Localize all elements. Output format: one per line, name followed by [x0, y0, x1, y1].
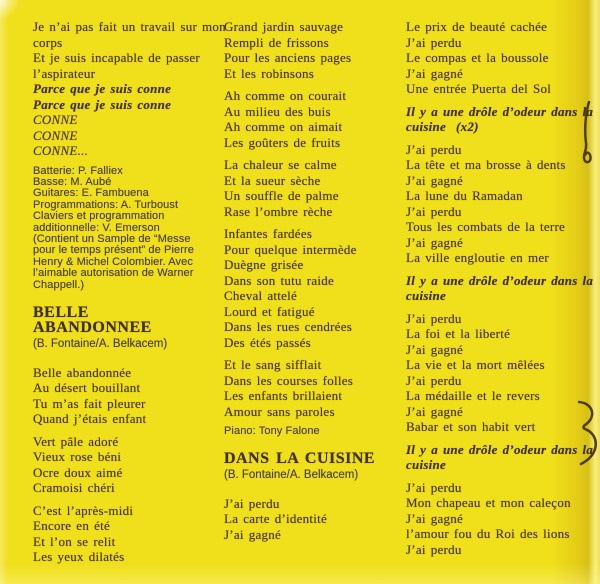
lyric-line: Pour les anciens pages: [224, 50, 352, 65]
lyric-line: J’ai perdu: [406, 541, 462, 557]
songwriter-credit-line: (B. Fontaine/A. Belkacem): [224, 468, 359, 481]
refrain-line: Il y a une drôle d’odeur dans la: [406, 103, 594, 119]
stanza: [406, 480, 596, 558]
lyric-line: CONNE: [33, 127, 78, 143]
stanza: [406, 311, 596, 435]
lyric-line: Les goûters de fruits: [224, 134, 341, 150]
stanza: [33, 434, 217, 496]
lyric-line: Lourd et fatigué: [224, 303, 315, 319]
lyric-line: Et l’on se relit: [33, 533, 116, 549]
lyric-line: Dans les courses folles: [224, 372, 354, 388]
musician-credits: [33, 166, 217, 291]
credit-line: Batterie: P. Falliex: [33, 164, 123, 177]
lyric-line: Dans son tutu raide: [224, 272, 334, 288]
lyric-line: Ah comme on aimait: [224, 119, 343, 134]
staple-icon: [574, 398, 600, 470]
lyric-line: J’ai perdu: [406, 34, 462, 50]
lyric-line: CONNE...: [33, 143, 89, 158]
lyric-line: J’ai gagné: [406, 510, 464, 526]
staple-icon: [576, 101, 598, 171]
credit-line: Claviers et programmation: [33, 210, 165, 223]
stanza: [33, 365, 217, 427]
lyric-line: J’ai gagné: [406, 403, 464, 419]
lyric-line: Je n’ai pas fait un travail sur mon: [33, 19, 226, 34]
lyric-line: l’amour fou du Roi des lions: [406, 526, 570, 541]
lyric-line: CONNE: [33, 112, 78, 127]
lyric-line: Belle abandonnée: [33, 364, 132, 380]
lyric-line: J’ai gagné: [406, 341, 464, 357]
refrain: [406, 442, 596, 473]
lyric-line: Au milieu des buis: [224, 103, 331, 119]
lyric-line: J’ai perdu: [406, 203, 462, 219]
lyric-line: Parce que je suis conne: [33, 81, 172, 96]
lyric-line: J’ai gagné: [406, 172, 464, 188]
refrain-line: cuisine: [406, 457, 447, 472]
lyric-line: C’est l’après-midi: [33, 502, 134, 518]
refrain: [406, 273, 596, 304]
stanza: [406, 19, 596, 97]
lyric-line: Cheval attelé: [224, 288, 297, 303]
stanza: [224, 157, 404, 219]
lyric-line: Et le sang sifflait: [224, 357, 322, 372]
lyric-line: J’ai perdu: [406, 372, 462, 388]
lyric-line: J’ai gagné: [224, 526, 282, 542]
songwriter-credit: [33, 338, 217, 351]
lyric-line: Infantes fardées: [224, 226, 313, 241]
stanza: [224, 496, 404, 543]
lyric-line: J’ai perdu: [406, 479, 462, 495]
lyric-line: La chaleur se calme: [224, 157, 337, 172]
lyric-line: Les yeux dilatés: [33, 549, 125, 565]
song-title-line: ABANDONNEE: [33, 319, 152, 337]
lyric-line: l’aspirateur: [33, 65, 96, 81]
lyric-line: La vie et la mort mêlées: [406, 357, 545, 372]
lyric-line: Duègne grisée: [224, 257, 304, 272]
refrain-line: Il y a une drôle d’odeur dans la: [406, 441, 594, 457]
lyric-line: Mon chapeau et mon caleçon: [406, 495, 571, 510]
credit-line: l’aimable autorisation de Warner: [33, 267, 194, 280]
stanza: [33, 19, 226, 159]
lyric-line: Vieux rose béni: [33, 449, 122, 465]
lyric-line: Tu m’as fait pleurer: [33, 395, 146, 411]
lyric-line: Tous les combats de la terre: [406, 219, 566, 234]
lyric-line: Parce que je suis conne: [33, 96, 172, 112]
credit-line: additionnelle: V. Emerson: [33, 221, 160, 234]
lyric-line: Babar et son habit vert: [406, 419, 536, 434]
lyric-line: Les enfants brillaient: [224, 388, 343, 403]
lyric-line: J’ai perdu: [406, 310, 462, 326]
lyrics-column-2: [224, 19, 404, 549]
songwriter-credit: [224, 469, 404, 482]
refrain-line: cuisine: [406, 288, 447, 303]
lyric-line: Pour quelque intermède: [224, 241, 357, 257]
credit-line: (Contient un Sample de “Messe: [33, 232, 191, 245]
lyric-line: La ville engloutie en mer: [406, 250, 549, 265]
lyric-line: Le prix de beauté cachée: [406, 19, 548, 34]
lyric-line: Et les robinsons: [224, 65, 315, 81]
lyric-line: J’ai perdu: [224, 495, 280, 511]
lyric-line: La médaille et le revers: [406, 388, 540, 403]
lyric-line: Vert pâle adoré: [33, 433, 119, 449]
lyric-line: Ah comme on courait: [224, 88, 347, 103]
lyric-line: Quand j’étais enfant: [33, 411, 147, 427]
song-title: [224, 451, 404, 467]
credit-line: Basse: M. Aubé: [33, 175, 112, 188]
lyric-line: Ocre doux aimé: [33, 464, 123, 480]
lyric-line: Le compas et la boussole: [406, 50, 549, 65]
lyric-line: J’ai gagné: [406, 65, 464, 81]
refrain-line: cuisine (x2): [406, 119, 479, 134]
refrain: [406, 104, 596, 135]
lyric-line: Encore en été: [33, 518, 110, 534]
stanza: [224, 88, 404, 150]
credit-line: Piano: Tony Falone: [224, 425, 320, 437]
lyric-line: La foi et la liberté: [406, 326, 511, 341]
credit-line: Henry & Michel Colombier. Avec: [33, 255, 193, 268]
lyric-line: J’ai perdu: [406, 141, 462, 157]
lyric-line: Cramoisi chéri: [33, 480, 115, 496]
lyric-line: corps: [33, 34, 63, 50]
lyric-line: La carte d’identité: [224, 511, 328, 527]
musician-credits: [224, 426, 404, 437]
credit-line: Chappell.): [33, 278, 85, 291]
stanza: [406, 142, 596, 266]
lyric-line: Rempli de frissons: [224, 34, 329, 50]
lyric-line: La tête et ma brosse à dents: [406, 157, 566, 172]
song-title-line: BELLE: [33, 303, 89, 321]
lyrics-column-1: [33, 19, 226, 572]
lyric-line: Dans les rues cendrées: [224, 319, 353, 334]
credit-line: Programmations: A. Turboust: [33, 198, 179, 211]
lyrics-column-3: [406, 19, 596, 564]
stanza: [33, 503, 217, 565]
lyric-line: Un souffle de palme: [224, 188, 339, 203]
lyric-line: La lune du Ramadan: [406, 188, 523, 203]
stanza: [224, 19, 404, 81]
song-title: [33, 305, 217, 336]
songwriter-credit-line: (B. Fontaine/A. Belkacem): [33, 337, 168, 350]
stanza: [224, 226, 404, 350]
lyric-line: Rase l’ombre rèche: [224, 203, 333, 219]
lyric-line: J’ai gagné: [406, 234, 464, 250]
song-title-line: DANS LA CUISINE: [224, 450, 376, 468]
credit-line: Guitares: E. Fambuena: [33, 187, 149, 200]
refrain-line: Il y a une drôle d’odeur dans la: [406, 272, 594, 288]
lyric-line: Amour sans paroles: [224, 403, 335, 419]
lyric-line: Et la sueur sèche: [224, 172, 321, 188]
stanza: [224, 357, 404, 419]
lyric-line: Des étés passés: [224, 334, 311, 350]
credit-line: pour le temps présent” de Pierre: [33, 244, 194, 257]
lyric-line: Grand jardin sauvage: [224, 19, 344, 34]
lyric-line: Une entrée Puerta del Sol: [406, 81, 552, 96]
lyric-line: Au désert bouillant: [33, 380, 141, 396]
lyric-line: Et je suis incapable de passer: [33, 50, 200, 65]
